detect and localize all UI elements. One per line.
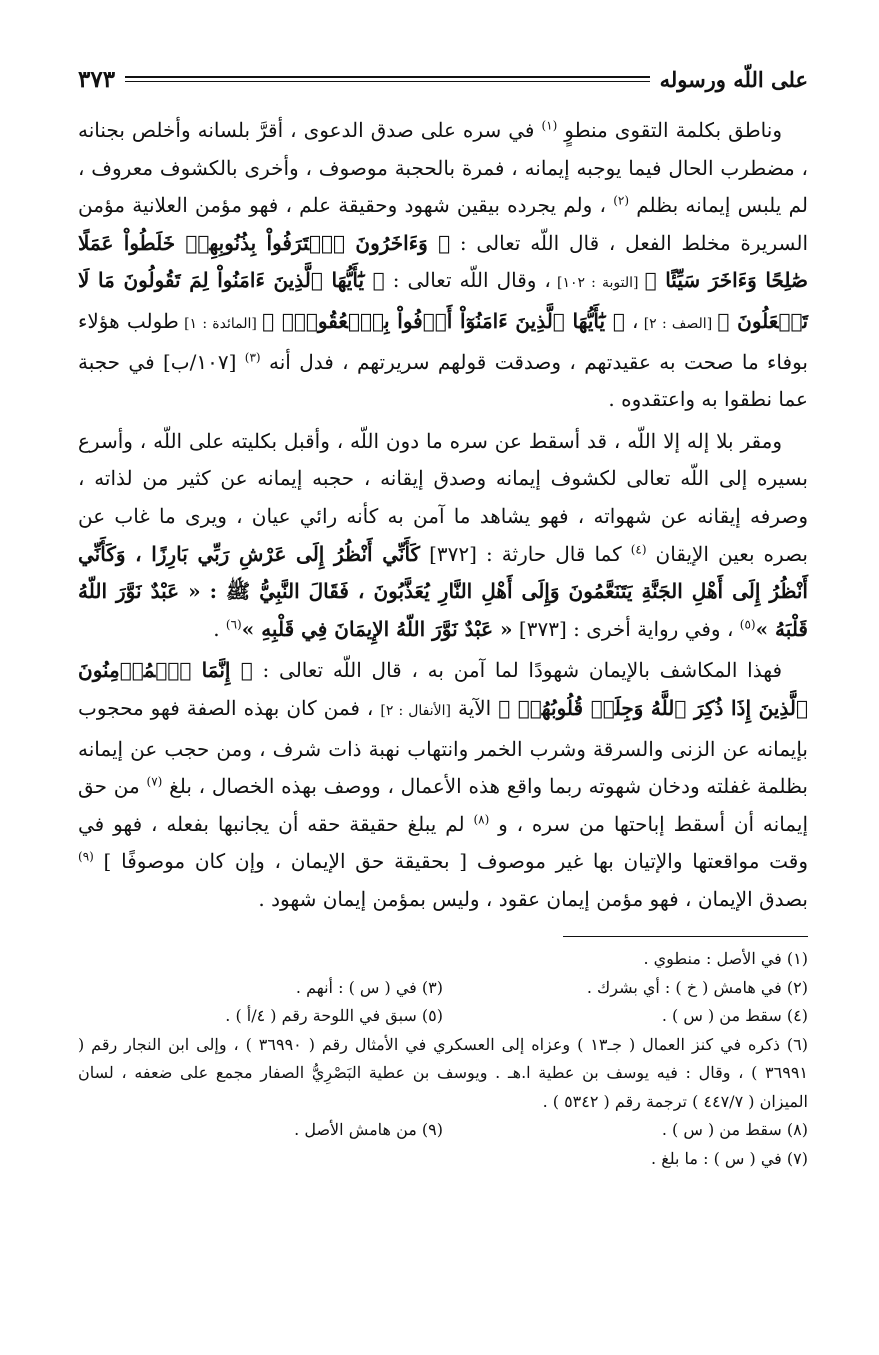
quran-verse: ﴿ يَٰٓأَيُّهَا ٱلَّذِينَ ءَامَنُوٓاْ أَوۡفُواْ بِٱلۡعُقُودِۚ ﴾ [262,308,625,333]
book-page [78,56,808,1173]
verse-reference: [الأنفال : ٢] [380,702,451,719]
header-rule [125,76,650,82]
footnote-2: (٢) في هامش ( خ ) : أي بشرك . [586,977,808,997]
footnote-row [78,1002,808,1031]
hadith-text: كَأَنِّي أَنْظُرُ إِلَى عَرْشِ رَبِّي بَارِزًا ، وَكَأَنِّي أَنْظُرُ إِلَى أَهْلِ الجَنَّةِ يَتَنَعَّمُونَ وَإِلَى أَهْلِ النَّارِ يُعَذَّبُونَ ، فَقَالَ النَّبِيُّ ﷺ : « عَبْدٌ نَوَّرَ اللّهُ قَلْبَهُ » [78,541,808,641]
text-run: من حق إيمانه أن أسقط إباحتها من سره ، و [78,774,808,836]
footnote-row [78,974,808,1003]
hadith-text: « عَبْدٌ نَوَّرَ اللّهُ الإِيمَانَ فِي قَلْبِهِ » [241,616,513,641]
text-run: ، فمن كان بهذه الصفة فهو محجوب بإيمانه عن الزنى والسرقة وشرب الخمر وانتهاب نهبة ذات شرف ، ومن حجب عن إيمانه بظلمة غفلته ودخان شهوته ربما واقع هذه الأعمال ، ووصف بهذه الخصال ، بلغ [78,695,808,799]
text-run: في سره على صدق الدعوى ، أقرَّ بلسانه وأخلص بجنانه ، مضطرب الحال فيما يوجبه إيمانه ، فمرة بالحجبة موصوف ، وأخرى بالكشوف معروف ، لم يلبس إيمانه بظلم [78,118,808,218]
footnote-ref-4: (٤) [630,541,647,556]
footnote-9: (٩) من هامش الأصل . [294,1120,443,1140]
text-run: ، ولم يجرده بيقين شهود وحقيقة علم ، فهو مؤمن العلانية مؤمن السريرة مخلط الفعل ، قال اللّه تعالى : [78,193,808,255]
text-run: ومقر بلا إله إلا اللّه ، قد أسقط عن سره ما دون اللّه ، وأقبل بكليته على اللّه ، وأسرع بسيره إلى اللّه تعالى لكشوف إيمانه وصدق إيقانه ، حجبه إيمانه عن كثير من لذاته ، وصرفه إيقانه عن شهواته ، فهو يشاهد ما آمن به كأنه رائي عيان ، ويرى ما غاب عن بصره بعين الإيقان [78,428,808,566]
text-run: ، وفي رواية أخرى : [٣٧٣] [512,616,740,641]
footnote-5: (٥) سبق في اللوحة رقم ( ٤/أ ) . [225,1006,443,1026]
footnote-row [78,1116,808,1145]
text-run: كما قال حارثة : [٣٧٢] [420,541,631,566]
running-title: على اللّه ورسوله [659,66,808,92]
footnote-4: (٤) سقط من ( س ) . [661,1006,808,1026]
footnote-6: (٦) ذكره في كنز العمال ( جـ١٣ ) وعزاه إلى العسكري في الأمثال رقم ( ٣٦٩٩٠ ) ، وإلى ابن النجار رقم ( ٣٦٩٩١ ) ، وقال : فيه يوسف بن عطية ا.هـ . ويوسف بن عطية البَصْرِيُّ الصفار مجمع على ضعفه ، لسان الميزان ( ٤٤٧/٧ ) ترجمة رقم ( ٥٣٤٢ ) . [78,1034,809,1111]
verse-reference: [الصف : ٢] [638,315,718,332]
footnote-separator [563,936,808,937]
quran-verse: ﴿ إِنَّمَا ٱلۡمُؤۡمِنُونَ ٱلَّذِينَ إِذَا ذُكِرَ ٱللَّهُ وَجِلَتۡ قُلُوبُهُمۡ ﴾ [78,658,808,720]
text-run: وناطق بكلمة التقوى منطوٍ [557,118,783,142]
footnote-7: (٧) في ( س ) : ما بلغ . [651,1148,808,1168]
body-text [78,112,808,918]
footnote-ref-7: (٧) [146,774,163,789]
text-run: الآية [451,695,499,720]
text-run: [١٠٧/ب] في حجبة عما نطقوا به واعتقدوه . [78,349,808,412]
footnote-8: (٨) سقط من ( س ) . [661,1120,808,1140]
paragraph-2 [78,423,808,649]
page-header [78,56,808,102]
quran-verse: ﴿ وَءَاخَرُونَ ٱعۡتَرَفُواْ بِذُنُوبِهِمۡ خَلَطُواْ عَمَلًا صَٰلِحًا وَءَاخَرَ سَيِّئًا ﴾ [78,230,809,293]
footnotes [78,945,808,1173]
footnote-ref-5: (٥) [739,617,756,632]
footnote-ref-9: (٩) [78,849,94,864]
footnote-ref-2: (٢) [613,193,630,208]
text-run: لم يبلغ حقيقة حقه أن يجانبها بفعله ، فهو في وقت مواقعتها والإتيان بها غير موصوف [ بحقيقة حق الإيمان ، وإن كان موصوفًا ] [78,811,808,874]
footnote-ref-6: (٦) [225,617,242,632]
text-run: طولب هؤلاء بوفاء ما صحت به عقيدتهم ، وصدقت قولهم سريرتهم ، فدل أنه [78,308,808,374]
footnote-ref-1: (١) [541,118,558,133]
verse-reference: [التوبة : ١٠٢] [550,275,645,292]
footnote-3: (٣) في ( س ) : أنهم . [295,977,443,997]
quran-verse: ﴿ يَٰٓأَيُّهَا ٱلَّذِينَ ءَامَنُواْ لِمَ تَقُولُونَ مَا لَا تَفۡعَلُونَ ﴾ [78,268,809,333]
text-run: ، وقال اللّه تعالى : [384,268,551,293]
paragraph-1 [78,112,808,419]
footnote-1: (١) في الأصل : منطوي . [643,949,808,969]
footnote-ref-8: (٨) [473,812,490,827]
paragraph-3 [78,652,808,918]
text-run: ، [624,308,639,333]
footnote-ref-3: (٣) [244,349,261,364]
text-run: . [213,616,226,641]
page-number: ٣٧٣ [78,65,116,93]
text-run: بصدق الإيمان ، فهو مؤمن إيمان عقود ، وليس بمؤمن إيمان شهود . [258,886,808,911]
verse-reference: [المائدة : ١] [178,315,263,332]
text-run: فهذا المكاشف بالإيمان شهودًا لما آمن به ، قال اللّه تعالى : [252,658,783,683]
